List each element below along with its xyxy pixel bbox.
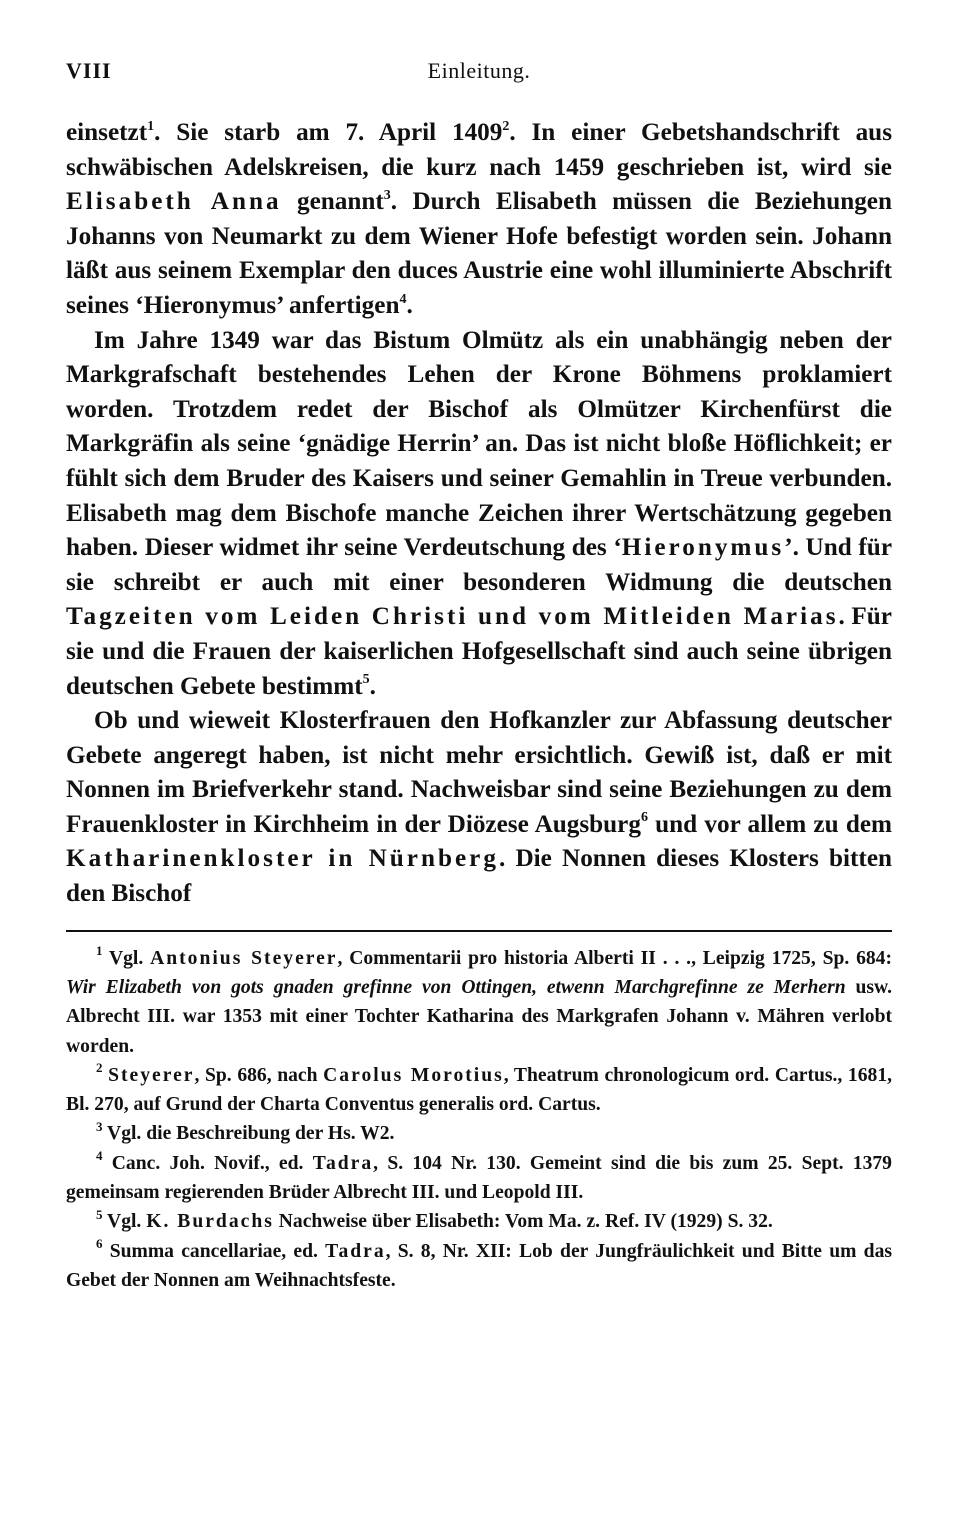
footnote-rule xyxy=(66,930,892,932)
page-number: VIII xyxy=(66,58,112,83)
text-run: , S. 8, Nr. XII: Lob der Jungfräulichkeit und Bitte um das Gebet der Nonnen am Weihnachtsfeste. xyxy=(66,1240,892,1291)
text-run: Im Jahre 1349 war das Bistum Olmütz als ein unabhängig neben der Markgrafschaft bestehendes Lehen der Krone Böhmens proklamiert worden. Trotzdem redet der Bischof als Olmützer Kirchenfürst die Markgräfin als seine ‘gnädige Herrin’ an. Das ist nicht bloße Höflichkeit; er fühlt sich dem Bruder des Kaisers und seiner Gemahlin in Treue verbunden. Elisabeth mag dem Bischofe manche Zeichen ihrer Wertschätzung gegeben haben. Dieser widmet ihr seine Verdeutschung des ‘ xyxy=(66,326,892,562)
text-run: Vgl. xyxy=(102,947,151,969)
text-run: , S. 104 Nr. 130. Gemeint sind die bis zum 25. Sept. 1379 gemeinsam regierenden Brüder Albrecht III. und Leopold III. xyxy=(66,1152,892,1204)
spaced-title: Hieronymus xyxy=(621,534,785,562)
text-run: . xyxy=(369,672,376,700)
footnote-6 xyxy=(66,1237,892,1296)
footnote-ref-3: 3 xyxy=(383,187,391,203)
text-run: . Sie starb am 7. April 1409 xyxy=(154,119,503,146)
text-run: , Commentarii pro historia Alberti II . . ., Leipzig 1725, Sp. 684: xyxy=(337,947,892,969)
text-run: . Für sie und die Frauen der kaiserlichen Hofgesellschaft sind auch seine übrigen deutschen Gebete bestimmt xyxy=(66,603,892,700)
footnote-ref-2: 2 xyxy=(502,118,510,134)
footnote-number: 3 xyxy=(96,1118,103,1134)
footnote-ref-6: 6 xyxy=(640,810,648,826)
running-head: Einleitung. xyxy=(427,58,531,83)
footnote-1 xyxy=(66,944,892,1061)
text-run: , Theatrum chronologicum ord. Cartus., 1681, Bl. 270, auf Grund der Charta Conventus generalis ord. Cartus. xyxy=(66,1064,893,1116)
spaced-author: Tadra xyxy=(312,1152,374,1174)
main-text xyxy=(66,116,892,912)
footnote-3 xyxy=(66,1119,892,1148)
spaced-author: K. Burdachs xyxy=(146,1211,274,1233)
footnote-ref-1: 1 xyxy=(147,118,155,134)
text-run: usw. Albrecht III. war 1353 mit einer Tochter Katharina des Markgrafen Johann v. Mähren verlobt worden. xyxy=(66,976,893,1057)
spaced-name: Elisabeth Anna xyxy=(66,188,282,216)
footnote-5 xyxy=(66,1207,892,1236)
text-run: Ob und wieweit Klosterfrauen den Hofkanzler zur Abfassung deutscher Gebete angeregt haben, ist nicht mehr ersichtlich. Gewiß ist, daß er mit Nonnen im Briefverkehr stand. Nachweisbar sind seine Beziehungen zu dem Frauenkloster in Kirchheim in der Diözese Augsburg xyxy=(66,707,892,838)
footnote-2 xyxy=(66,1061,892,1120)
spaced-place: Katharinenkloster in Nürnberg xyxy=(66,845,499,873)
paragraph-3 xyxy=(66,704,892,912)
spaced-author: Steyerer xyxy=(108,1064,195,1086)
text-run: einsetzt xyxy=(66,119,148,146)
footnote-number: 6 xyxy=(96,1236,103,1252)
italic-quote: Wir Elizabeth von gots gnaden grefinne von Ottingen, etwenn Marchgrefinne ze Merhern xyxy=(66,976,846,998)
text-run: , Sp. 686, nach xyxy=(194,1064,324,1086)
footnote-4 xyxy=(66,1149,892,1208)
page-header xyxy=(66,58,892,94)
footnote-number: 5 xyxy=(96,1206,103,1222)
text-run: Canc. Joh. Novif., ed. xyxy=(102,1152,313,1174)
text-run: Summa cancellariae, ed. xyxy=(102,1240,326,1262)
spaced-title: Tagzeiten vom Leiden Christi und vom Mitleiden Marias xyxy=(66,603,839,631)
text-run: . Durch Elisabeth müssen die Beziehungen Johanns von Neumarkt zu dem Wiener Hofe befestigt worden sein. Johann läßt aus seinem Exemplar den duces Austrie eine wohl illuminierte Abschrift seines ‘Hieronymus’ anfertigen xyxy=(66,188,892,319)
text-run: . Die Nonnen dieses Klosters bitten den Bischof xyxy=(66,845,893,908)
text-run: genannt xyxy=(281,188,384,216)
text-run: Vgl. die Beschreibung der Hs. W2. xyxy=(102,1123,395,1145)
spaced-author: Carolus Morotius xyxy=(323,1064,504,1086)
spaced-author: Tadra xyxy=(325,1240,386,1262)
spaced-author: Antonius Steyerer xyxy=(150,947,338,969)
text-run: und vor allem zu dem xyxy=(647,810,892,838)
footnote-number: 4 xyxy=(96,1148,103,1164)
footnote-number: 1 xyxy=(96,943,103,959)
text-run: Vgl. xyxy=(102,1211,147,1233)
footnote-number: 2 xyxy=(96,1060,103,1076)
book-page xyxy=(66,58,892,1295)
text-run: . xyxy=(406,291,413,319)
footnote-ref-4: 4 xyxy=(399,291,407,307)
footnote-ref-5: 5 xyxy=(362,672,370,688)
paragraph-1 xyxy=(66,116,892,324)
text-run: Nachweise über Elisabeth: Vom Ma. z. Ref. IV (1929) S. 32. xyxy=(273,1211,773,1233)
text-run: . In einer Gebetshandschrift aus schwäbischen Adelskreisen, die kurz nach 1459 geschrieben ist, wird sie xyxy=(66,119,892,181)
text-run: ’. Und für sie schreibt er auch mit einer besonderen Widmung die deutschen xyxy=(66,534,892,596)
paragraph-2 xyxy=(66,324,892,705)
footnotes xyxy=(66,944,892,1296)
